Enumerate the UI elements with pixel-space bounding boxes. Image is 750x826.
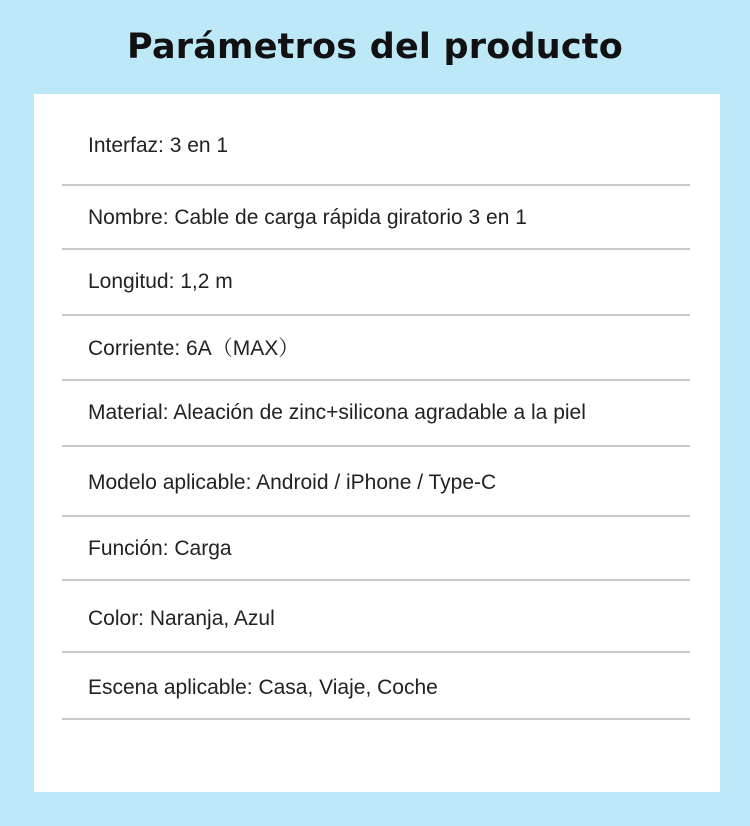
param-row-length — [62, 250, 690, 316]
parameters-card — [34, 94, 720, 792]
page-title: Parámetros del producto — [127, 27, 623, 67]
param-row-function — [62, 517, 690, 581]
param-row-current — [62, 316, 690, 381]
param-material: Material: Aleación de zinc+silicona agradable a la piel — [88, 401, 586, 424]
param-color: Color: Naranja, Azul — [88, 607, 275, 630]
param-row-scene — [62, 653, 690, 720]
param-row-material — [62, 381, 690, 447]
param-interface: Interfaz: 3 en 1 — [88, 134, 229, 157]
param-row-color — [62, 581, 690, 653]
param-model: Modelo aplicable: Android / iPhone / Type-C — [88, 471, 497, 494]
param-name: Nombre: Cable de carga rápida giratorio 3 en 1 — [88, 206, 527, 229]
param-function: Función: Carga — [88, 537, 232, 560]
param-row-interface — [62, 94, 690, 186]
param-current: Corriente: 6A（MAX） — [88, 337, 300, 360]
param-length: Longitud: 1,2 m — [88, 270, 233, 293]
param-row-name — [62, 186, 690, 250]
param-scene: Escena aplicable: Casa, Viaje, Coche — [88, 676, 438, 699]
param-row-model — [62, 447, 690, 517]
